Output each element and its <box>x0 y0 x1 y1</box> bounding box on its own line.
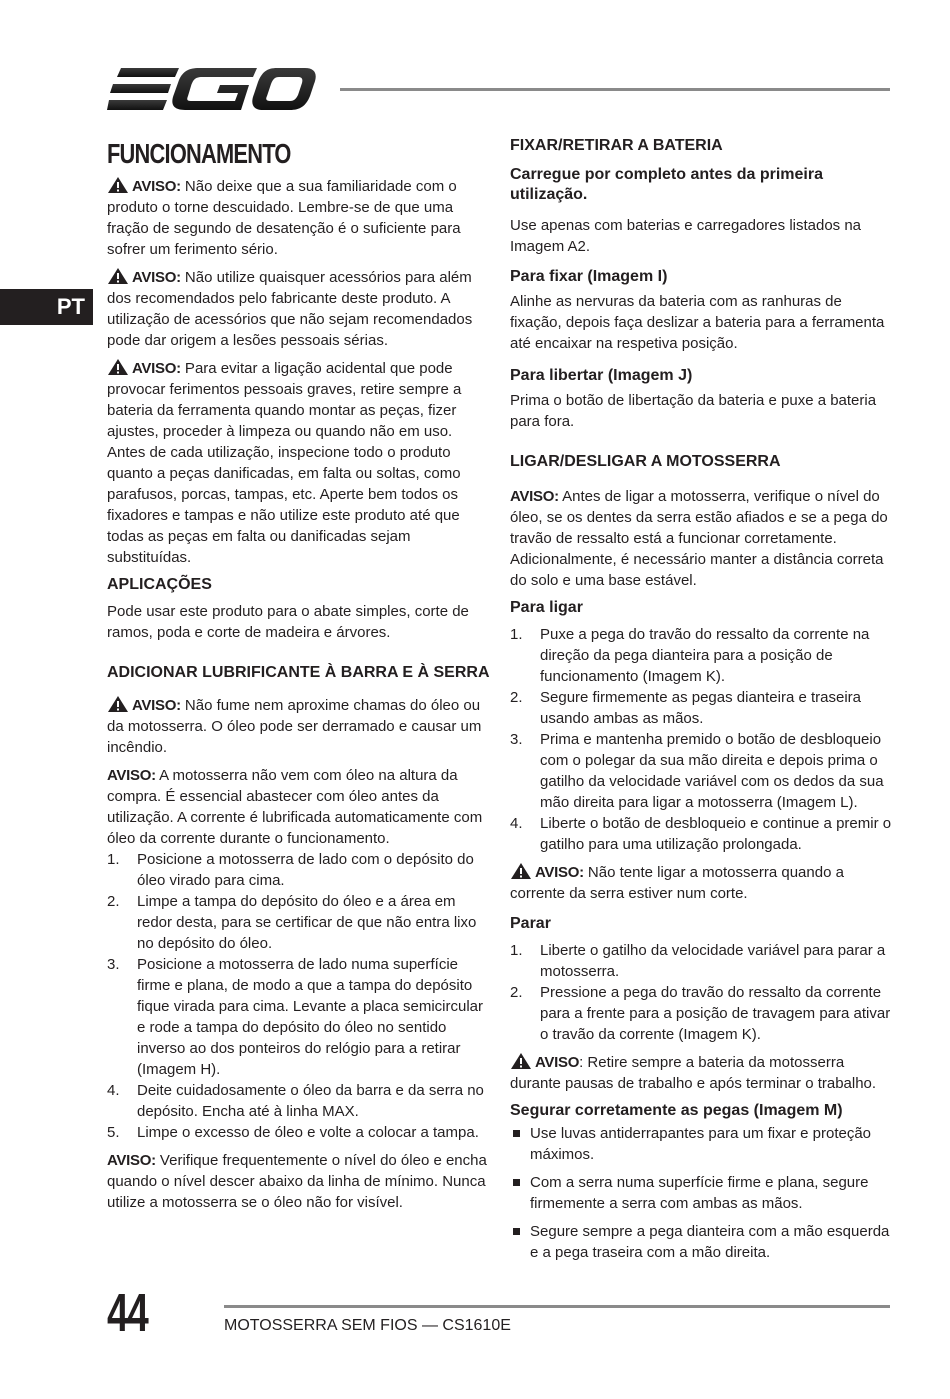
warning-paragraph <box>107 176 492 260</box>
oil-steps-list <box>107 849 492 1143</box>
bullet-text: Use luvas antiderrapantes para um fixar e proteção máximos. <box>530 1125 872 1163</box>
list-item <box>107 954 492 1080</box>
step-text: Liberte o botão de desbloqueio e continue a premir o gatilho para uma utilização prolongada. <box>540 815 892 853</box>
list-item <box>510 729 895 813</box>
warning-text: Não utilize quaisquer acessórios para além dos recomendados pelo fabricante deste produto. A utilização de acessórios que não sejam recomendados pode dar origem a lesões pessoais sérias. <box>107 269 473 349</box>
warning-label: AVISO <box>535 1054 580 1071</box>
step-number: 2. <box>510 984 523 1001</box>
list-item <box>510 1172 895 1214</box>
bullet-text: Com a serra numa superfície firme e plana, segure firmemente a serra com ambas as mãos. <box>530 1174 869 1212</box>
attach-text: Alinhe as nervuras da bateria com as ranhuras de fixação, depois faça deslizar a bateria para a ferramenta até encaixar na respetiva posição. <box>510 293 885 352</box>
warning-paragraph <box>510 1052 895 1094</box>
step-number: 1. <box>510 942 523 959</box>
step-number: 2. <box>510 689 523 706</box>
warning-label: AVISO: <box>535 864 584 881</box>
attach-heading: Para fixar (Imagem I) <box>510 268 668 285</box>
warning-paragraph <box>510 862 895 904</box>
warning-label: AVISO: <box>132 697 181 714</box>
list-item <box>107 849 492 891</box>
header-rule <box>340 88 890 91</box>
step-number: 3. <box>510 731 523 748</box>
language-tab: PT <box>0 289 93 325</box>
warning-text: Antes de ligar a motosserra, verifique o nível do óleo, se os dentes da serra estão afiados e se a pega do travão de ressalto está a funcionar corretamente. Adicionalmente, é necessário manter a distância correta do solo e uma base estável. <box>510 488 888 589</box>
list-item <box>510 687 895 729</box>
list-item <box>107 891 492 954</box>
step-number: 1. <box>107 851 120 868</box>
warning-text: A motosserra não vem com óleo na altura da compra. É essencial abastecer com óleo antes da utilização. A corrente é lubrificada automaticamente com óleo da corrente durante o funcionamento. <box>107 767 483 847</box>
step-text: Segure firmemente as pegas dianteira e traseira usando ambas as mãos. <box>540 689 862 727</box>
footer-rule <box>224 1305 890 1308</box>
charge-note: Carregue por completo antes da primeira utilização. <box>510 166 823 203</box>
list-item <box>510 940 895 982</box>
step-text: Limpe o excesso de óleo e volte a colocar a tampa. <box>137 1124 479 1141</box>
list-item <box>510 1221 895 1263</box>
grip-heading: Segurar corretamente as pegas (Imagem M) <box>510 1102 843 1119</box>
step-number: 2. <box>107 893 120 910</box>
page-number: 44 <box>107 1283 148 1343</box>
bullet-square-icon <box>513 1179 520 1186</box>
step-text: Limpe a tampa do depósito do óleo e a área em redor desta, para se certificar de que não entra lixo no depósito do óleo. <box>137 893 477 952</box>
start-heading: Para ligar <box>510 599 583 616</box>
notice-paragraph <box>107 765 492 849</box>
step-text: Posicione a motosserra de lado com o depósito do óleo virado para cima. <box>137 851 474 889</box>
notice-paragraph <box>107 1150 492 1213</box>
list-item <box>510 624 895 687</box>
warning-label: AVISO: <box>132 269 181 286</box>
warning-triangle-icon <box>107 267 129 285</box>
warning-text: : Retire sempre a bateria da motosserra durante pausas de trabalho e após terminar o trabalho. <box>510 1054 877 1092</box>
warning-text: Não deixe que a sua familiaridade com o produto o torne descuidado. Lembre-se de que uma fração de segundo de desatenção é o suficiente para sofrer um ferimento sério. <box>107 178 461 258</box>
step-text: Puxe a pega do travão do ressalto da corrente na direção da pega dianteira para a posição de funcionamento (Imagem K). <box>540 626 870 685</box>
warning-paragraph <box>107 358 492 568</box>
warning-triangle-icon <box>510 1052 532 1070</box>
warning-text: Verifique frequentemente o nível do óleo e encha quando o nível descer abaixo da linha de mínimo. Nunca utilize a motosserra se o óleo não for visível. <box>107 1152 487 1211</box>
left-column <box>107 136 492 1220</box>
lubricant-heading: ADICIONAR LUBRIFICANTE À BARRA E À SERRA <box>107 664 490 681</box>
warning-paragraph <box>107 695 492 758</box>
warning-label: AVISO: <box>107 1152 156 1169</box>
onoff-heading: LIGAR/DESLIGAR A MOTOSSERRA <box>510 453 781 470</box>
list-item <box>107 1122 492 1143</box>
footer-text: MOTOSSERRA SEM FIOS — CS1610E <box>224 1317 511 1334</box>
bullet-square-icon <box>513 1130 520 1137</box>
bullet-square-icon <box>513 1228 520 1235</box>
list-item <box>107 1080 492 1122</box>
ego-logo <box>107 66 317 112</box>
step-text: Liberte o gatilho da velocidade variável para parar a motosserra. <box>540 942 886 980</box>
stop-heading: Parar <box>510 915 551 932</box>
warning-text: Não tente ligar a motosserra quando a corrente da serra estiver num corte. <box>510 864 844 902</box>
step-number: 3. <box>107 956 120 973</box>
bullet-text: Segure sempre a pega dianteira com a mão esquerda e a pega traseira com a mão direita. <box>530 1223 890 1261</box>
step-number: 4. <box>107 1082 120 1099</box>
step-text: Deite cuidadosamente o óleo da barra e da serra no depósito. Encha até à linha MAX. <box>137 1082 484 1120</box>
warning-triangle-icon <box>510 862 532 880</box>
warning-label: AVISO: <box>510 488 559 505</box>
step-text: Prima e mantenha premido o botão de desbloqueio com o polegar da sua mão direita e depois prima o gatilho da velocidade variável com os dedos da sua mão direita para ligar a motosserra (Imagem L). <box>540 731 884 811</box>
list-item <box>510 813 895 855</box>
battery-heading: FIXAR/RETIRAR A BATERIA <box>510 137 723 154</box>
page-title: FUNCIONAMENTO <box>107 138 291 169</box>
warning-triangle-icon <box>107 358 129 376</box>
battery-intro: Use apenas com baterias e carregadores listados na Imagem A2. <box>510 217 862 255</box>
step-number: 1. <box>510 626 523 643</box>
warning-triangle-icon <box>107 176 129 194</box>
applications-text: Pode usar este produto para o abate simples, corte de ramos, poda e corte de madeira e árvores. <box>107 603 469 641</box>
list-item <box>510 982 895 1045</box>
release-heading: Para libertar (Imagem J) <box>510 367 693 384</box>
warning-triangle-icon <box>107 695 129 713</box>
warning-text: Não fume nem aproxime chamas do óleo ou da motosserra. O óleo pode ser derramado e causar um incêndio. <box>107 697 482 756</box>
warning-label: AVISO: <box>132 360 181 377</box>
right-column <box>510 136 895 1270</box>
step-number: 4. <box>510 815 523 832</box>
step-number: 5. <box>107 1124 120 1141</box>
notice-paragraph <box>510 486 895 591</box>
step-text: Pressione a pega do travão do ressalto da corrente para a frente para a posição de travagem para ativar o travão da corrente (Imagem K). <box>540 984 891 1043</box>
applications-heading: APLICAÇÕES <box>107 576 212 593</box>
step-text: Posicione a motosserra de lado numa superfície firme e plana, de modo a que a tampa do depósito fique virada para cima. Levante a placa semicircular e rode a tampa do depósito do óleo no sentido inverso ao dos ponteiros do relógio para a retirar (Imagem H). <box>137 956 484 1078</box>
start-steps-list <box>510 624 895 855</box>
warning-label: AVISO: <box>107 767 156 784</box>
warning-label: AVISO: <box>132 178 181 195</box>
grip-bullets-list <box>510 1123 895 1263</box>
list-item <box>510 1123 895 1165</box>
release-text: Prima o botão de libertação da bateria e puxe a bateria para fora. <box>510 392 877 430</box>
stop-steps-list <box>510 940 895 1045</box>
warning-paragraph <box>107 267 492 351</box>
warning-text: Para evitar a ligação acidental que pode provocar ferimentos pessoais graves, retire sempre a bateria da ferramenta quando montar as peças, fizer ajustes, proceder à limpeza ou quando não em uso. Antes de cada utilização, inspecione todo o produto quanto a peças danificadas, em falta ou soltas, como parafusos, porcas, tampas, etc. Aperte bem todos os fixadores e tampas e não utilize este produto até que todas as peças em falta ou danificadas sejam substituídas. <box>107 360 462 566</box>
